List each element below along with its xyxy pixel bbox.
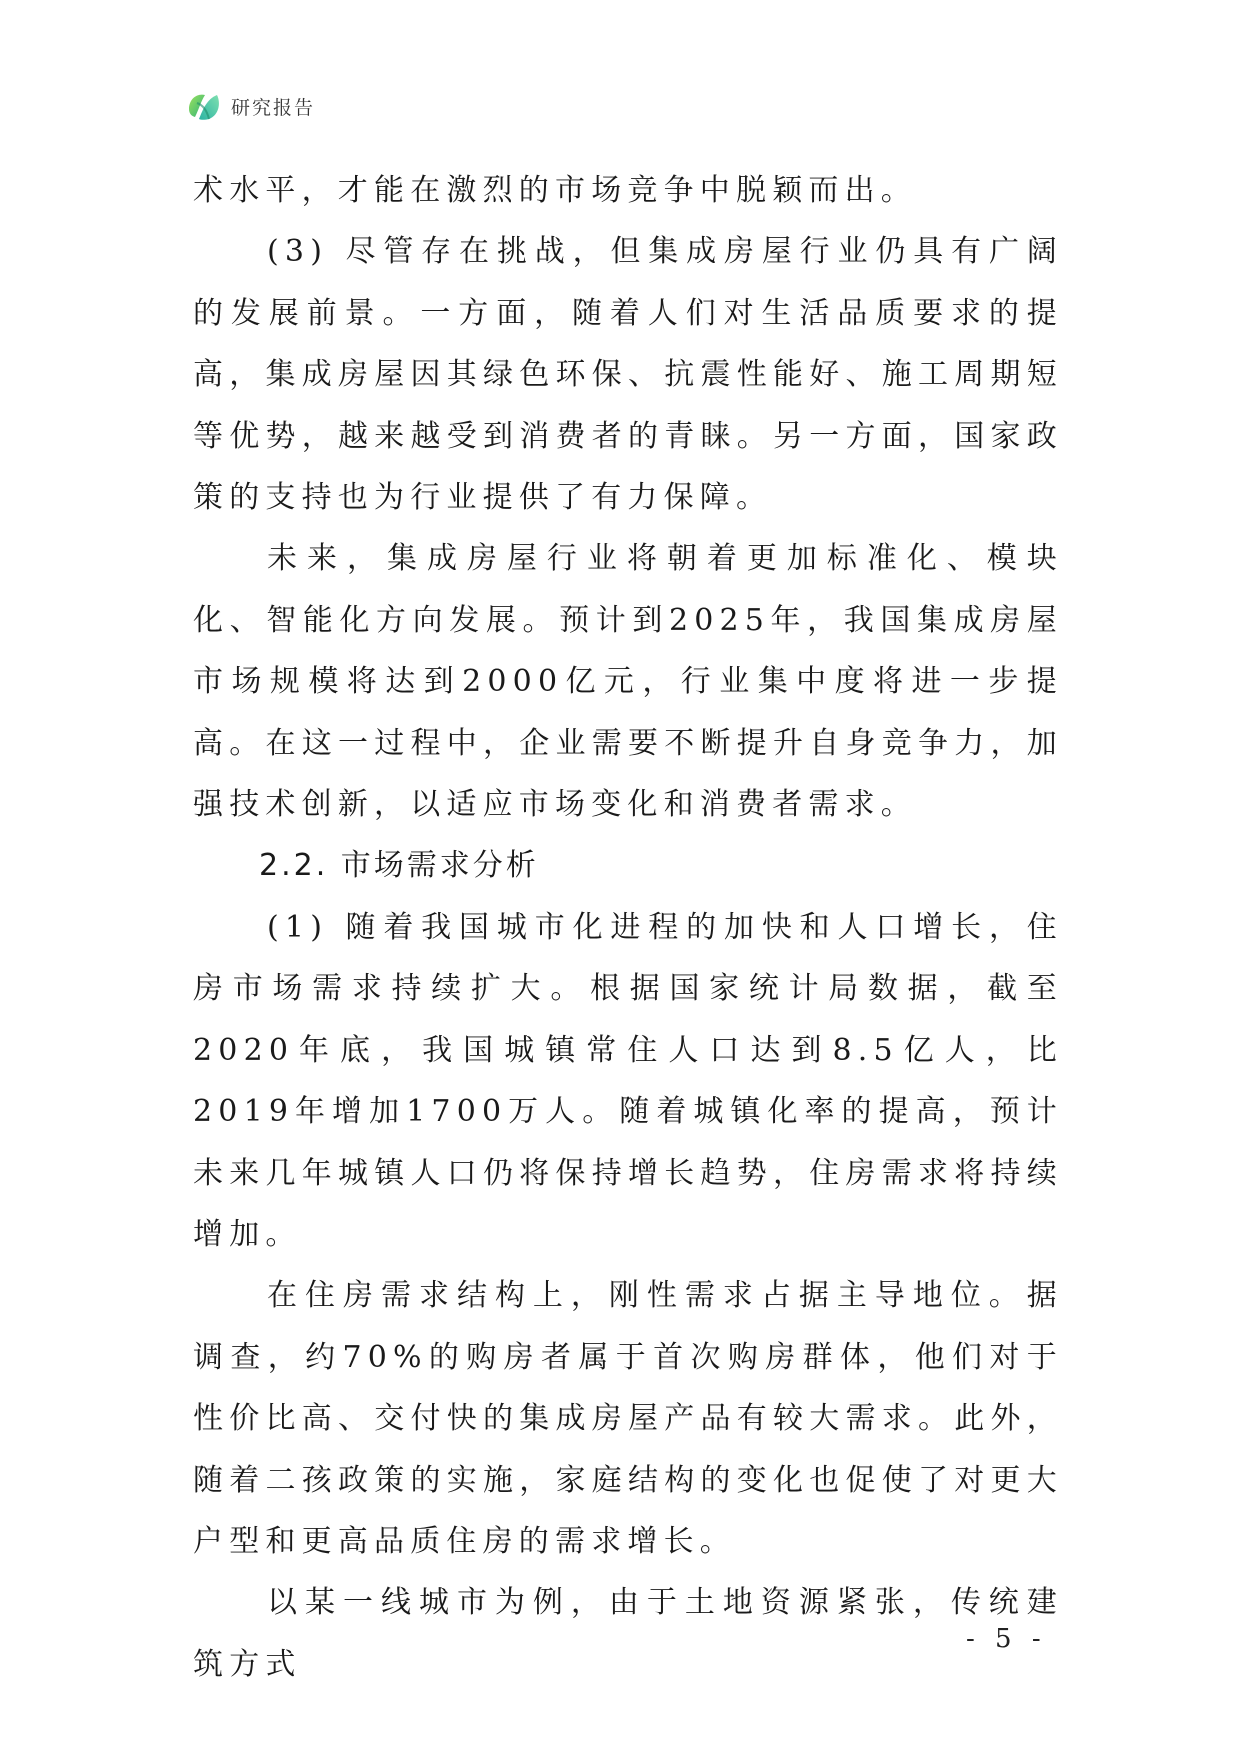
header-title: 研究报告 [231, 96, 316, 119]
document-header [185, 86, 315, 126]
paragraph-continuation: 术水平，才能在激烈的市场竞争中脱颖而出。 [193, 173, 917, 208]
paragraph-city-example: 以某一线城市为例，由于土地资源紧张，传统建筑方式 [193, 1585, 1063, 1682]
section-heading: 2.2. 市场需求分析 [259, 848, 539, 884]
document-body [193, 160, 1063, 1695]
page-number: - 5 - [966, 1624, 1047, 1654]
paragraph-future-development: 未来，集成房屋行业将朝着更加标准化、模块化、智能化方向发展。预计到2025年，我国集成房屋市场规模将达到2000亿元，行业集中度将进一步提高。在这一过程中，企业需要不断提升自身竞争力，加强技术创新，以适应市场变化和消费者需求。 [193, 541, 1063, 823]
paragraph-demand-structure: 在住房需求结构上，刚性需求占据主导地位。据调查，约70%的购房者属于首次购房群体，他们对于性价比高、交付快的集成房屋产品有较大需求。此外，随着二孩政策的实施，家庭结构的变化也促使了对更大户型和更高品质住房的需求增长。 [193, 1278, 1063, 1559]
green-leaf-logo-icon [185, 89, 223, 123]
paragraph-industry-outlook: (3) 尽管存在挑战，但集成房屋行业仍具有广阔的发展前景。一方面，随着人们对生活品质要求的提高，集成房屋因其绿色环保、抗震性能好、施工周期短等优势，越来越受到消费者的青睐。另一方面，国家政策的支持也为行业提供了有力保障。 [193, 234, 1063, 516]
paragraph-urbanization-demand: (1) 随着我国城市化进程的加快和人口增长，住房市场需求持续扩大。根据国家统计局数据，截至2020年底，我国城镇常住人口达到8.5亿人，比2019年增加1700万人。随着城镇化率的提高，预计未来几年城镇人口仍将保持增长趋势，住房需求将持续增加。 [193, 909, 1063, 1252]
